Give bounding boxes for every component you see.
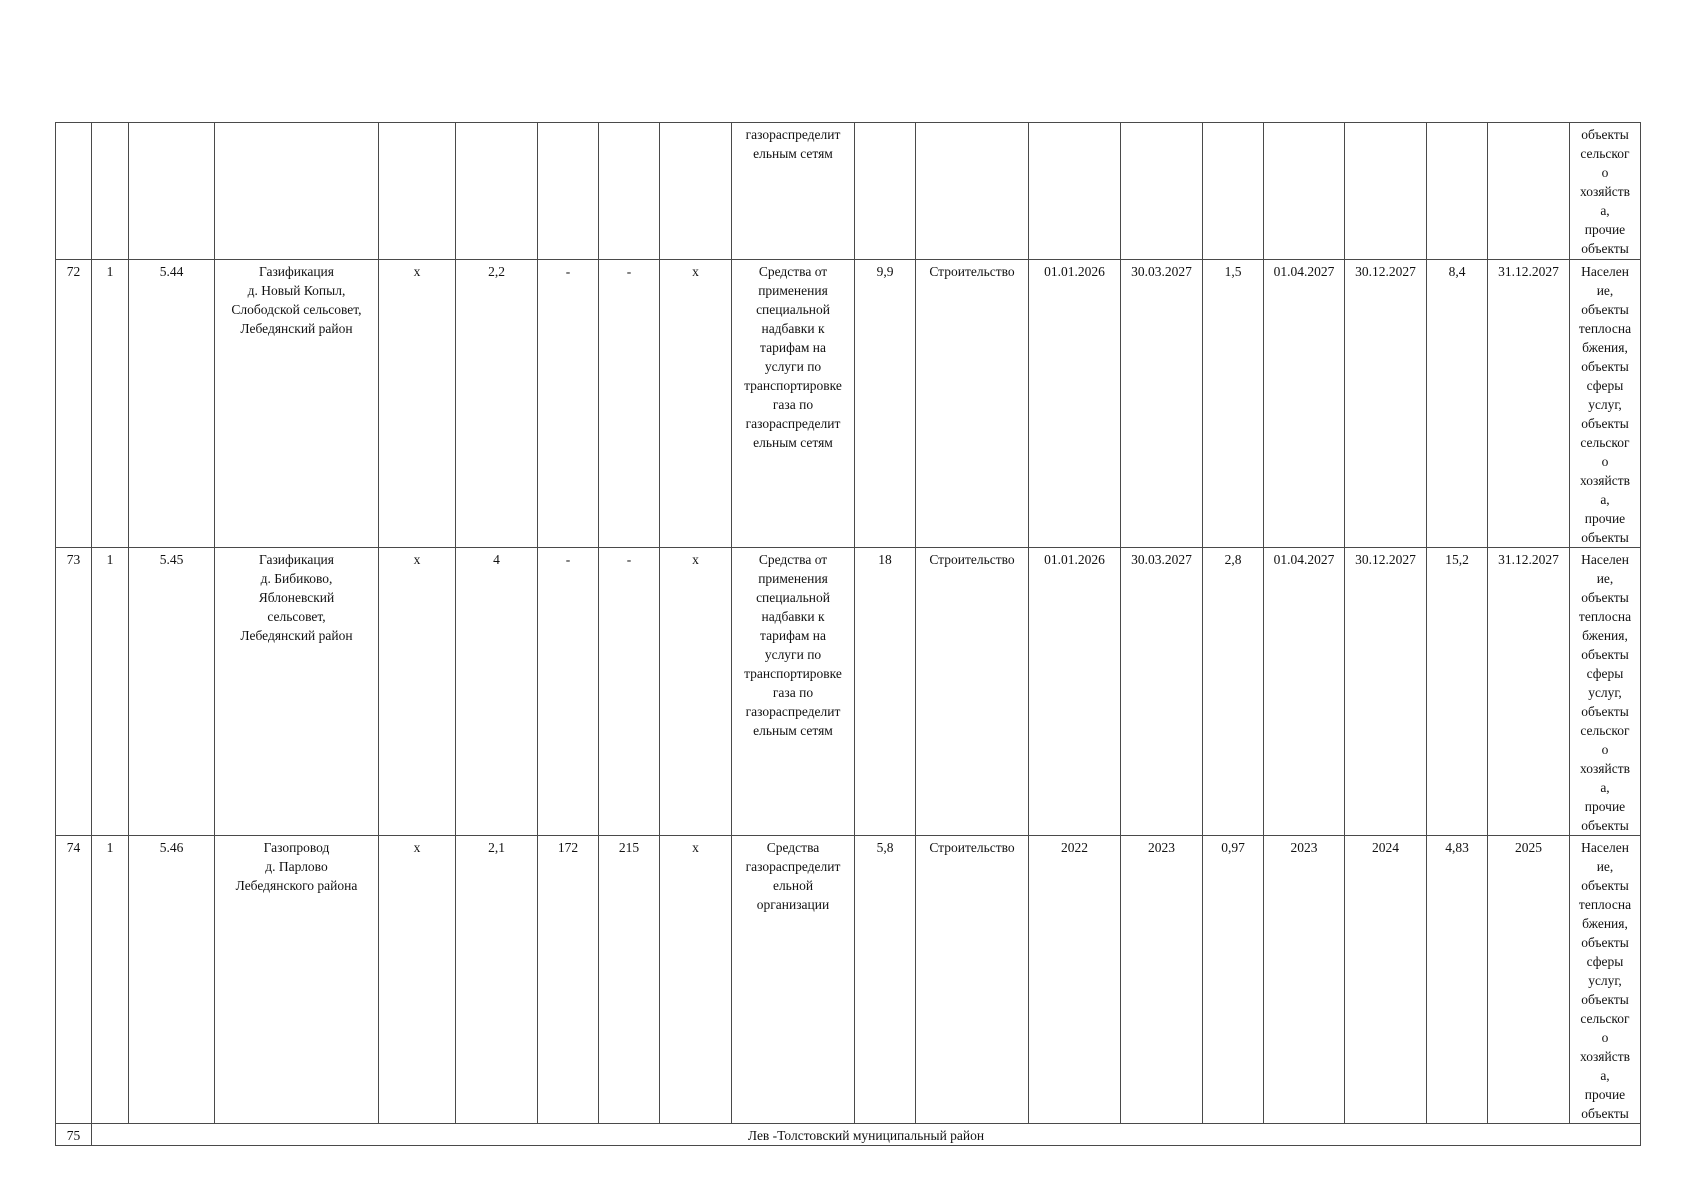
cell-col2: 1 xyxy=(92,260,129,548)
cell xyxy=(1264,123,1345,260)
cell-design-cost: 0,97 xyxy=(1203,836,1264,1124)
cell-c5: х xyxy=(379,836,456,1124)
cell-build-end: 30.12.2027 xyxy=(1345,548,1427,836)
cell-col2: 1 xyxy=(92,836,129,1124)
cell-commission-date: 2025 xyxy=(1488,836,1570,1124)
cell-commission-date: 31.12.2027 xyxy=(1488,260,1570,548)
cell-consumers: Населен ие, объекты теплосна бжения, объекты сферы услуг, объекты сельског о хозяйств а, прочие объекты xyxy=(1570,548,1641,836)
cell-source-of-funds: Средства газораспределит ельной организации xyxy=(732,836,855,1124)
cell xyxy=(538,123,599,260)
cell xyxy=(1427,123,1488,260)
cell-consumers: Населен ие, объекты теплосна бжения, объекты сферы услуг, объекты сельског о хозяйств а, прочие объекты xyxy=(1570,260,1641,548)
cell-consumers: объекты сельског о хозяйств а, прочие объекты xyxy=(1570,123,1641,260)
cell-c7: 172 xyxy=(538,836,599,1124)
cell xyxy=(599,123,660,260)
cell-c8: 215 xyxy=(599,836,660,1124)
cell xyxy=(92,123,129,260)
cell-work-type: Строительство xyxy=(916,548,1029,836)
cell xyxy=(855,123,916,260)
cell-work-type: Строительство xyxy=(916,260,1029,548)
cell-cost: 9,9 xyxy=(855,260,916,548)
cell-build-end: 30.12.2027 xyxy=(1345,260,1427,548)
cell xyxy=(1121,123,1203,260)
cell-design-cost: 1,5 xyxy=(1203,260,1264,548)
cell-c9: х xyxy=(660,548,732,836)
cell xyxy=(129,123,215,260)
cell-build-start: 2023 xyxy=(1264,836,1345,1124)
cell-cost: 5,8 xyxy=(855,836,916,1124)
cell-commission-date: 31.12.2027 xyxy=(1488,548,1570,836)
cell-row-number: 73 xyxy=(56,548,92,836)
cell xyxy=(379,123,456,260)
cell-object-name: Газопровод д. Парлово Лебедянского района xyxy=(215,836,379,1124)
cell-source-of-funds: газораспределит ельным сетям xyxy=(732,123,855,260)
cell-consumers: Населен ие, объекты теплосна бжения, объекты сферы услуг, объекты сельског о хозяйств а, прочие объекты xyxy=(1570,836,1641,1124)
table-row xyxy=(56,548,1641,836)
cell-c9: х xyxy=(660,260,732,548)
cell xyxy=(56,123,92,260)
cell-col2: 1 xyxy=(92,548,129,836)
document-page xyxy=(55,122,1641,1146)
cell-c7: - xyxy=(538,548,599,836)
cell-build-cost: 8,4 xyxy=(1427,260,1488,548)
cell-design-start: 01.01.2026 xyxy=(1029,260,1121,548)
cell-work-type: Строительство xyxy=(916,836,1029,1124)
cell-code: 5.44 xyxy=(129,260,215,548)
cell-c8: - xyxy=(599,260,660,548)
cell-design-cost: 2,8 xyxy=(1203,548,1264,836)
section-title: Лев -Толстовский муниципальный район xyxy=(92,1124,1641,1146)
cell-build-start: 01.04.2027 xyxy=(1264,260,1345,548)
cell xyxy=(1488,123,1570,260)
cell-build-end: 2024 xyxy=(1345,836,1427,1124)
cell-object-name: Газификация д. Новый Копыл, Слободской сельсовет, Лебедянский район xyxy=(215,260,379,548)
cell-build-start: 01.04.2027 xyxy=(1264,548,1345,836)
cell xyxy=(1345,123,1427,260)
cell-length: 2,2 xyxy=(456,260,538,548)
table-row xyxy=(56,260,1641,548)
cell-build-cost: 4,83 xyxy=(1427,836,1488,1124)
cell-object-name: Газификация д. Бибиково, Яблоневский сельсовет, Лебедянский район xyxy=(215,548,379,836)
cell-design-end: 30.03.2027 xyxy=(1121,548,1203,836)
cell-design-start: 2022 xyxy=(1029,836,1121,1124)
cell-length: 2,1 xyxy=(456,836,538,1124)
cell-row-number: 72 xyxy=(56,260,92,548)
table-row xyxy=(56,836,1641,1124)
gasification-table xyxy=(55,122,1641,1146)
cell-length: 4 xyxy=(456,548,538,836)
cell-code: 5.45 xyxy=(129,548,215,836)
cell-design-end: 2023 xyxy=(1121,836,1203,1124)
cell-code: 5.46 xyxy=(129,836,215,1124)
cell xyxy=(916,123,1029,260)
cell-c5: х xyxy=(379,548,456,836)
cell-c7: - xyxy=(538,260,599,548)
section-row xyxy=(56,1124,1641,1146)
cell xyxy=(456,123,538,260)
cell-source-of-funds: Средства от применения специальной надбавки к тарифам на услуги по транспортировке газа по газораспределит ельным сетям xyxy=(732,548,855,836)
cell xyxy=(1203,123,1264,260)
cell-design-start: 01.01.2026 xyxy=(1029,548,1121,836)
cell-c5: х xyxy=(379,260,456,548)
cell xyxy=(660,123,732,260)
cell xyxy=(215,123,379,260)
cell-row-number: 75 xyxy=(56,1124,92,1146)
cell-cost: 18 xyxy=(855,548,916,836)
cell xyxy=(1029,123,1121,260)
table-row-continued xyxy=(56,123,1641,260)
cell-design-end: 30.03.2027 xyxy=(1121,260,1203,548)
cell-build-cost: 15,2 xyxy=(1427,548,1488,836)
cell-c9: х xyxy=(660,836,732,1124)
cell-source-of-funds: Средства от применения специальной надбавки к тарифам на услуги по транспортировке газа по газораспределит ельным сетям xyxy=(732,260,855,548)
cell-row-number: 74 xyxy=(56,836,92,1124)
cell-c8: - xyxy=(599,548,660,836)
